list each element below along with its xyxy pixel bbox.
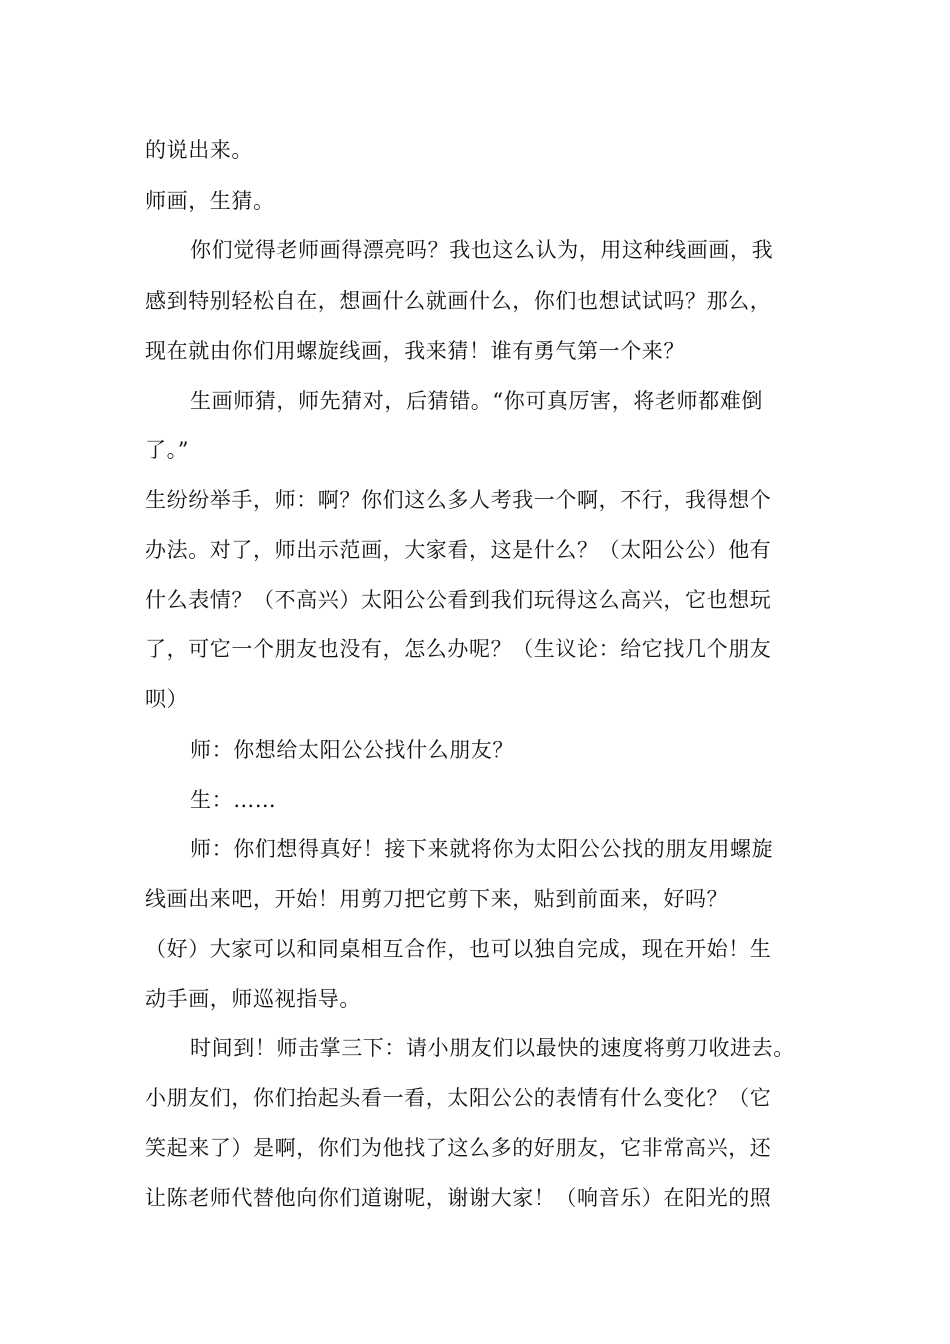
text-line: 什么表情？（不高兴）太阳公公看到我们玩得这么高兴，它也想玩 <box>145 588 772 612</box>
text-line: 感到特别轻松自在，想画什么就画什么，你们也想试试吗？那么， <box>145 289 772 313</box>
text-line: 师：你想给太阳公公找什么朋友？ <box>190 738 514 762</box>
text-line: 让陈老师代替他向你们道谢呢，谢谢大家！（响音乐）在阳光的照 <box>145 1186 772 1210</box>
text-line: 时间到！师击掌三下：请小朋友们以最快的速度将剪刀收进去。 <box>190 1036 795 1060</box>
text-line: 小朋友们，你们抬起头看一看，太阳公公的表情有什么变化？（它 <box>145 1086 772 1110</box>
text-line: 了，可它一个朋友也没有，怎么办呢？（生议论：给它找几个朋友 <box>145 637 772 661</box>
text-line: 的说出来。 <box>145 138 253 162</box>
text-line: 师：你们想得真好！接下来就将你为太阳公公找的朋友用螺旋 <box>190 837 774 861</box>
text-line: 笑起来了）是啊，你们为他找了这么多的好朋友，它非常高兴，还 <box>145 1136 772 1160</box>
text-line: 了。” <box>145 438 190 462</box>
text-line: 动手画，师巡视指导。 <box>145 987 361 1011</box>
text-line: （好）大家可以和同桌相互合作，也可以独自完成，现在开始！生 <box>145 937 772 961</box>
text-line: 生画师猜，师先猜对，后猜错。“你可真厉害，将老师都难倒 <box>190 389 763 413</box>
text-line: 线画出来吧，开始！用剪刀把它剪下来，贴到前面来，好吗？ <box>145 887 729 911</box>
text-line: 办法。对了，师出示范画，大家看，这是什么？（太阳公公）他有 <box>145 538 772 562</box>
text-line: 现在就由你们用螺旋线画，我来猜！谁有勇气第一个来？ <box>145 339 685 363</box>
text-line: 你们觉得老师画得漂亮吗？我也这么认为，用这种线画画，我 <box>190 238 774 262</box>
text-line: 呗） <box>145 687 189 711</box>
text-line: 师画，生猜。 <box>145 189 275 213</box>
text-line: 生纷纷举手，师：啊？你们这么多人考我一个啊，不行，我得想个 <box>145 488 772 512</box>
text-line: 生：…… <box>190 788 277 812</box>
